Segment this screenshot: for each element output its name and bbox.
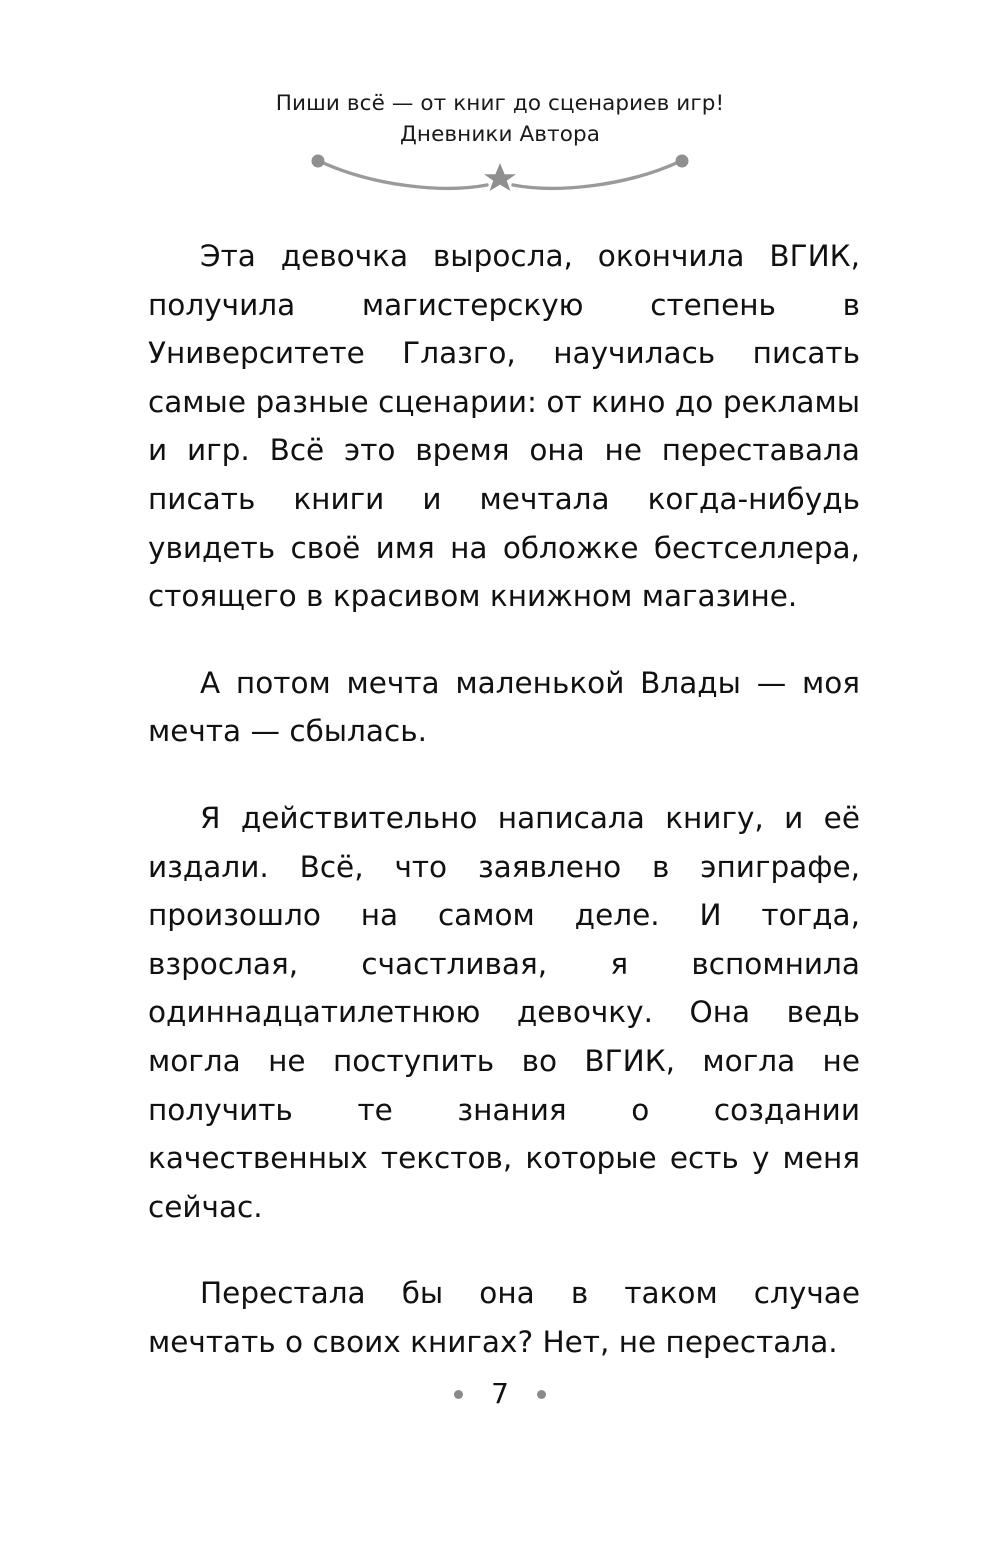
paragraph: Перестала бы она в таком случае мечтать о своих книгах? Нет, не перестала.	[148, 1276, 860, 1359]
running-head-line-1: Пиши всё — от книг до сценариев игр!	[275, 91, 725, 116]
folio-dot-left-icon	[454, 1390, 463, 1399]
folio-dot-right-icon	[537, 1390, 546, 1399]
paragraph: Эта девочка выросла, окончила ВГИК, получила магистерскую степень в Университете Глазго, научилась писать самые разные сценарии: от кино до рекламы и игр. Всё это время она не переставала писать книги и мечтала когда-нибудь увидеть своё имя на обложке бестселлера, стоящего в красивом книжном магазине.	[148, 239, 860, 614]
header-ornament	[305, 153, 695, 195]
page-footer	[0, 1377, 1000, 1410]
paragraph: А потом мечта маленькой Влады — моя мечта — сбылась.	[148, 665, 860, 749]
page-number: 7	[491, 1377, 509, 1410]
paragraph: Я действительно написала книгу, и её издали. Всё, что заявлено в эпиграфе, произошло на самом деле. И тогда, взрослая, счастливая, я вспомнила одиннадцатилетнюю девочку. Она ведь могла не поступить во ВГИК, могла не получить те знания о создании качественных текстов, которые есть у меня сейчас.	[148, 800, 860, 1224]
star-flourish-icon	[305, 153, 695, 195]
page-body	[148, 232, 860, 1366]
running-head-line-2: Дневники Автора	[400, 122, 600, 147]
running-head	[0, 88, 1000, 195]
